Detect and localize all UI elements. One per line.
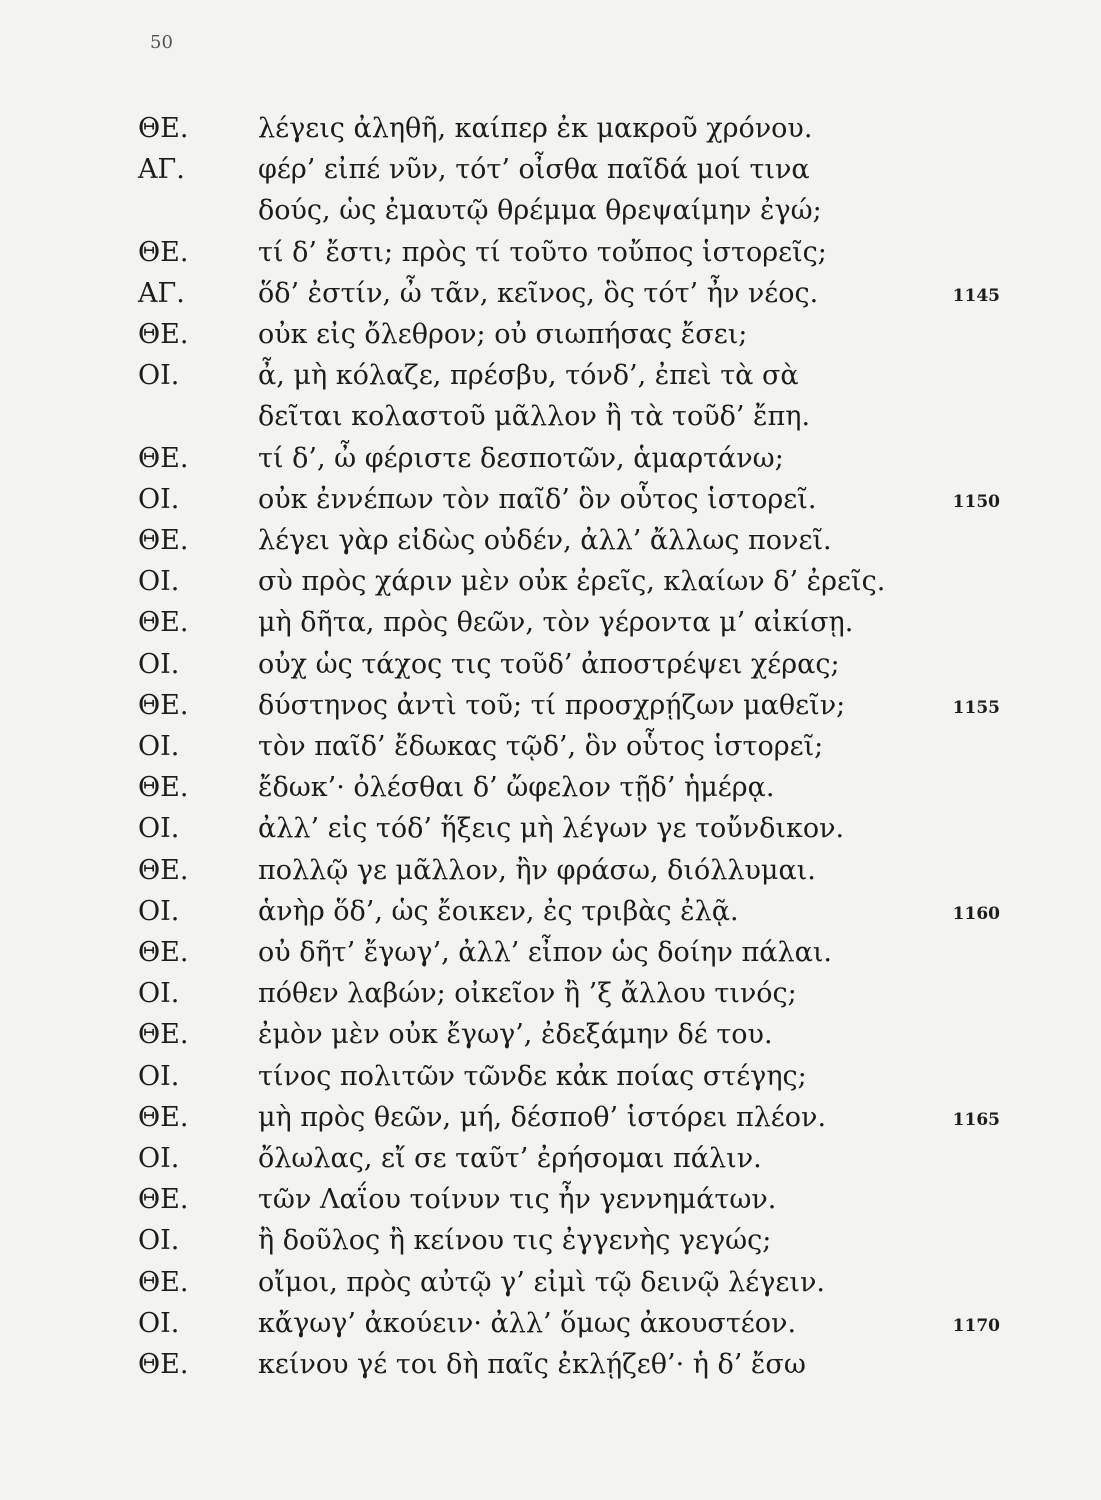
verse-line [0,154,1101,188]
verse-text: ἀλλ’ εἰς τόδ’ ἥξεις μὴ λέγων γε τοὔνδικον. [258,813,845,845]
speaker-label: ΑΓ. [138,277,185,309]
speaker-label: ΘΕ. [138,1101,189,1133]
verse-line [0,113,1101,147]
verse-text: τίνος πολιτῶν τῶνδε κἀκ ποίας στέγης; [258,1060,807,1092]
verse-line [0,731,1101,765]
verse-text: δεῖται κολαστοῦ μᾶλλον ἢ τὰ τοῦδ’ ἔπη. [258,401,811,433]
verse-text: οὐκ εἰς ὄλεθρον; οὐ σιωπήσας ἔσει; [258,319,748,350]
speaker-label: ΘΕ. [138,772,189,804]
verse-line [0,566,1101,600]
verse-text: μὴ δῆτα, πρὸς θεῶν, τὸν γέροντα μ’ αἰκίσῃ. [258,607,854,639]
verse-text: ἢ δοῦλος ἢ κείνου τις ἐγγενὴς γεγώς; [258,1225,772,1257]
verse-text: λέγεις ἀληθῆ, καίπερ ἐκ μακροῦ χρόνου. [258,113,813,144]
verse-text: ἆ, μὴ κόλαζε, πρέσβυ, τόνδ’, ἐπεὶ τὰ σὰ [258,360,799,392]
speaker-label: ΟΙ. [138,566,180,598]
verse-line [0,1349,1101,1383]
verse-text: σὺ πρὸς χάριν μὲν οὐκ ἐρεῖς, κλαίων δ’ ἐρεῖς. [258,566,886,598]
verse-text: ἔδωκ’· ὀλέσθαι δ’ ὤφελον τῇδ’ ἡμέρᾳ. [258,772,775,804]
verse-line [0,1061,1101,1095]
verse-text: οὐκ ἐννέπων τὸν παῖδ’ ὃν οὗτος ἱστορεῖ. [258,483,817,515]
speaker-label: ΑΓ. [138,154,185,186]
verse-text: φέρ’ εἰπέ νῦν, τότ’ οἶσθα παῖδά μοί τινα [258,154,810,186]
verse-text: πόθεν λαβών; οἰκεῖον ἢ ’ξ ἄλλου τινός; [258,978,797,1010]
verse-text: δύστηνος ἀντὶ τοῦ; τί προσχρῄζων μαθεῖν; [258,689,846,721]
verse-text: οἴμοι, πρὸς αὐτῷ γ’ εἰμὶ τῷ δεινῷ λέγειν. [258,1266,825,1298]
verse-line [0,278,1101,312]
verse-line [0,1184,1101,1218]
speaker-label: ΘΕ. [138,1349,189,1380]
speaker-label: ΘΕ. [138,689,189,721]
speaker-label: ΘΕ. [138,442,189,474]
speaker-label: ΘΕ. [138,607,189,639]
speaker-label: ΟΙ. [138,360,180,392]
verse-line [0,1019,1101,1053]
speaker-label: ΟΙ. [138,895,180,927]
line-number: 1150 [952,491,1000,512]
verse-line [0,978,1101,1012]
verse-text: ἁνὴρ ὅδ’, ὡς ἔοικεν, ἐς τριβὰς ἐλᾷ. [258,895,739,927]
speaker-label: ΟΙ. [138,1143,180,1174]
verse-line [0,1308,1101,1342]
verse-line [0,1102,1101,1136]
verse-line [0,896,1101,930]
speaker-label: ΟΙ. [138,731,180,762]
speaker-label: ΘΕ. [138,113,189,144]
speaker-label: ΘΕ. [138,525,189,556]
verse-line [0,690,1101,724]
speaker-label: ΟΙ. [138,1060,180,1092]
verse-text: τί δ’, ὦ φέριστε δεσποτῶν, ἁμαρτάνω; [258,442,784,474]
verse-text: λέγει γὰρ εἰδὼς οὐδέν, ἀλλ’ ἄλλως πονεῖ. [258,525,832,556]
speaker-label: ΘΕ. [138,319,189,350]
speaker-label: ΘΕ. [138,1184,189,1216]
verse-text: ὄλωλας, εἴ σε ταῦτ’ ἐρήσομαι πάλιν. [258,1143,762,1174]
verse-line [0,237,1101,271]
speaker-label: ΟΙ. [138,1307,180,1339]
line-number: 1145 [952,285,1000,306]
verse-line [0,1143,1101,1177]
verse-line [0,649,1101,683]
line-number: 1165 [952,1109,1000,1130]
verse-line [0,195,1101,229]
speaker-label: ΘΕ. [138,1019,189,1051]
verse-text: τῶν Λαΐου τοίνυν τις ἦν γεννημάτων. [258,1184,777,1216]
verse-line [0,772,1101,806]
verse-text: τὸν παῖδ’ ἔδωκας τῷδ’, ὃν οὗτος ἱστορεῖ; [258,731,824,762]
speaker-label: ΟΙ. [138,978,180,1010]
verse-text: κείνου γέ τοι δὴ παῖς ἐκλῄζεθ’· ἡ δ’ ἔσω [258,1349,806,1380]
verse-line [0,484,1101,518]
verse-line [0,1225,1101,1259]
line-number: 1170 [952,1315,1000,1336]
line-number: 1155 [952,697,1000,718]
speaker-label: ΘΕ. [138,236,189,268]
verse-text: ἐμὸν μὲν οὐκ ἔγωγ’, ἐδεξάμην δέ του. [258,1019,773,1051]
verse-line [0,360,1101,394]
speaker-label: ΟΙ. [138,648,180,680]
verse-text: μὴ πρὸς θεῶν, μή, δέσποθ’ ἱστόρει πλέον. [258,1101,827,1133]
speaker-label: ΘΕ. [138,937,189,968]
verse-line [0,401,1101,435]
verse-text: οὐχ ὡς τάχος τις τοῦδ’ ἀποστρέψει χέρας; [258,648,840,680]
verse-text: κἄγωγ’ ἀκούειν· ἀλλ’ ὅμως ἀκουστέον. [258,1307,797,1339]
verse-text: τί δ’ ἔστι; πρὸς τί τοῦτο τοὔπος ἱστορεῖς; [258,236,827,268]
verse-line [0,525,1101,559]
verse-line [0,855,1101,889]
verse-line [0,607,1101,641]
verse-text: οὐ δῆτ’ ἔγωγ’, ἀλλ’ εἶπον ὡς δοίην πάλαι. [258,937,832,968]
line-number: 1160 [952,903,1000,924]
verse-line [0,443,1101,477]
verse-line [0,1267,1101,1301]
verse-line [0,319,1101,353]
speaker-label: ΘΕ. [138,1266,189,1298]
verse-line [0,813,1101,847]
verse-text: δούς, ὡς ἐμαυτῷ θρέμμα θρεψαίμην ἐγώ; [258,195,822,227]
verse-text: ὅδ’ ἐστίν, ὦ τᾶν, κεῖνος, ὃς τότ’ ἦν νέος. [258,277,819,309]
speaker-label: ΟΙ. [138,1225,180,1257]
verse-text: πολλῷ γε μᾶλλον, ἢν φράσω, διόλλυμαι. [258,854,816,886]
speaker-label: ΟΙ. [138,813,180,845]
speaker-label: ΘΕ. [138,854,189,886]
verse-line [0,937,1101,971]
speaker-label: ΟΙ. [138,483,180,515]
page-number: 50 [150,32,173,53]
